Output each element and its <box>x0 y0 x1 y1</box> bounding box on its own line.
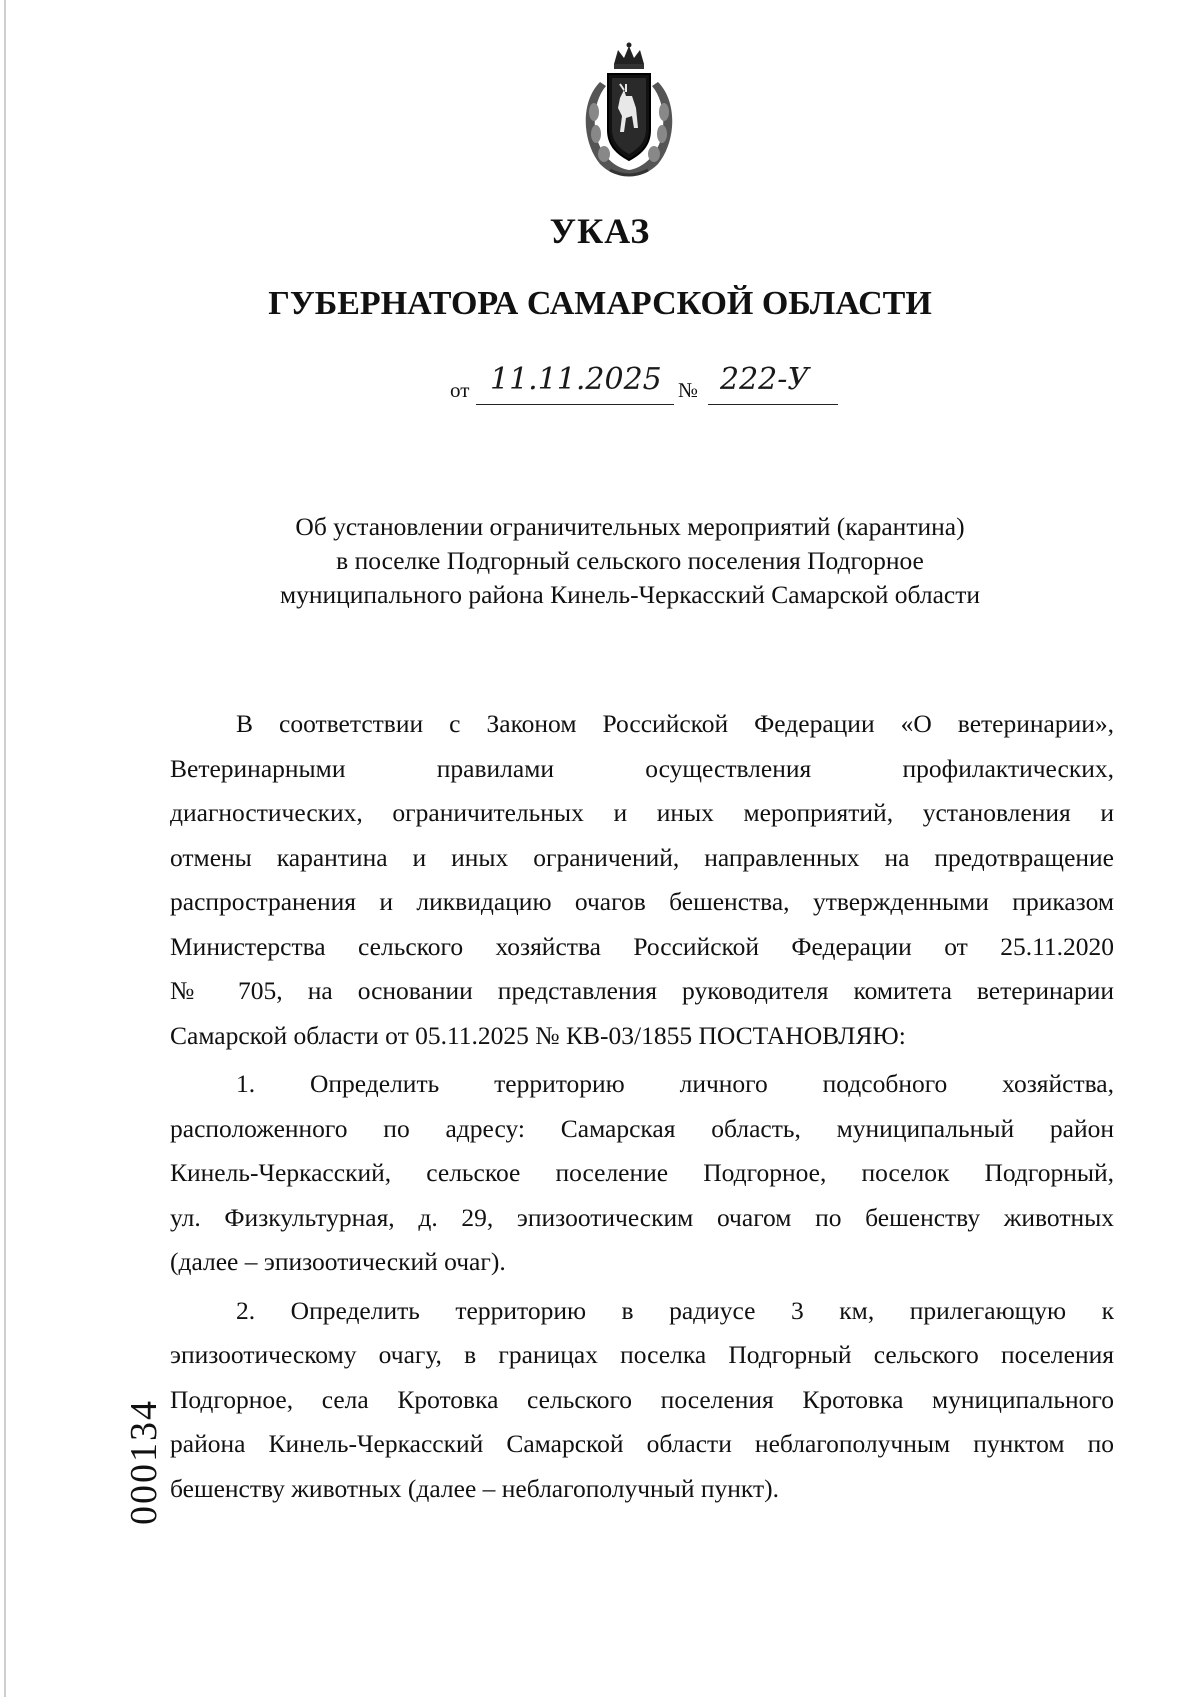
body-line: расположенного по адресу: Самарская область, муниципальный район <box>170 1113 1114 1143</box>
samara-coat-of-arms-icon <box>570 42 688 180</box>
body-line: Подгорное, села Кротовка сельского поселения Кротовка муниципального <box>170 1384 1114 1414</box>
body-line: 2. Определить территорию в радиусе 3 км, прилегающую к <box>236 1295 1114 1325</box>
date-underline <box>476 404 674 405</box>
document-title: УКАЗ <box>549 211 651 251</box>
body-line: В соответствии с Законом Российской Федерации «О ветеринарии», <box>236 709 1114 738</box>
body-line: диагностических, ограничительных и иных мероприятий, установления и <box>170 798 1114 827</box>
date-prefix-label: от <box>450 378 470 402</box>
body-line: ул. Физкультурная, д. 29, эпизоотическим очагом по бешенству животных <box>170 1202 1114 1232</box>
body-line: эпизоотическому очагу, в границах поселка Подгорный сельского поселения <box>170 1340 1114 1369</box>
body-line: Министерства сельского хозяйства Российской Федерации от 25.11.2020 <box>170 931 1114 961</box>
body-line: Ветеринарными правилами осуществления профилактических, <box>170 753 1114 783</box>
decree-subject <box>200 510 1060 612</box>
subject-line: в поселке Подгорный сельского поселения Подгорное <box>336 546 924 575</box>
number-prefix-label: № <box>678 378 699 402</box>
page-edge <box>4 0 6 1697</box>
subject-line: муниципального района Кинель-Черкасский Самарской области <box>279 580 981 609</box>
subject-line: Об установлении ограничительных мероприятий (карантина) <box>295 512 965 541</box>
body-line: района Кинель-Черкасский Самарской области неблагополучным пунктом по <box>170 1429 1114 1458</box>
body-line: отмены карантина и иных ограничений, направленных на предотвращение <box>170 842 1114 872</box>
body-line: распространения и ликвидацию очагов бешенства, утвержденными приказом <box>170 887 1114 916</box>
number-underline <box>708 404 838 405</box>
decree-body <box>170 702 1114 1511</box>
body-line: 1. Определить территорию личного подсобного хозяйства, <box>236 1069 1114 1098</box>
body-line: (далее – эпизоотический очаг). <box>170 1247 506 1276</box>
document-subtitle: ГУБЕРНАТОРА САМАРСКОЙ ОБЛАСТИ <box>268 285 932 322</box>
decree-date-handwritten: 11.11.2025 <box>490 362 662 397</box>
body-line: Кинель-Черкасский, сельское поселение Подгорное, поселок Подгорный, <box>170 1158 1114 1187</box>
body-line: бешенству животных (далее – неблагополучный пункт). <box>170 1473 779 1503</box>
body-line: № 705, на основании представления руководителя комитета ветеринарии <box>170 976 1114 1005</box>
decree-number-handwritten: 222-У <box>720 362 810 397</box>
body-line: Самарской области от 05.11.2025 № КВ-03/1855 ПОСТАНОВЛЯЮ: <box>170 1020 906 1050</box>
serial-stamp-number: 000134 <box>123 1399 165 1525</box>
decree-date-number-line <box>450 362 850 412</box>
